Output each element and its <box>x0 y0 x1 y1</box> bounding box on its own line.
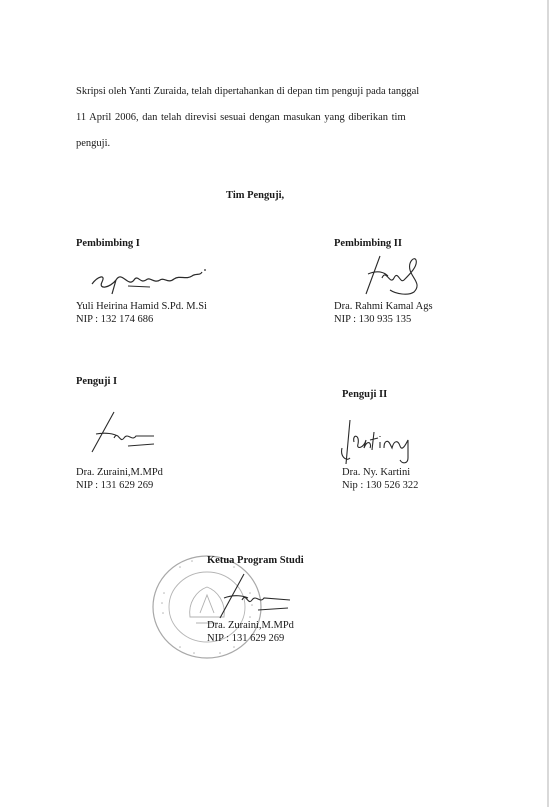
ketua-signature <box>214 570 294 620</box>
penguji-2-role: Penguji II <box>342 389 388 400</box>
penguji-1-nip: NIP : 131 629 269 <box>76 480 154 491</box>
intro-line-1: Skripsi oleh Yanti Zuraida, telah dipertahankan di depan tim penguji pada tanggal <box>76 86 420 97</box>
penguji-2-signature <box>338 418 428 466</box>
pembimbing-2-name: Dra. Rahmi Kamal Ags <box>334 301 433 312</box>
pembimbing-2-signature <box>360 252 430 298</box>
penguji-2-nip: Nip : 130 526 322 <box>342 480 419 491</box>
penguji-1-signature <box>88 410 158 456</box>
page-edge <box>547 0 549 807</box>
pembimbing-1-name: Yuli Heirina Hamid S.Pd. M.Si <box>76 301 207 312</box>
penguji-1-name: Dra. Zuraini,M.MPd <box>76 467 163 478</box>
pembimbing-1-signature <box>88 258 208 298</box>
ketua-name: Dra. Zuraini,M.MPd <box>207 620 294 631</box>
intro-line-3: penguji. <box>76 138 111 149</box>
pembimbing-1-nip: NIP : 132 174 686 <box>76 314 154 325</box>
penguji-1-role: Penguji I <box>76 376 118 387</box>
penguji-2-name: Dra. Ny. Kartini <box>342 467 411 478</box>
team-heading: Tim Penguji, <box>226 190 285 201</box>
ketua-nip: NIP : 131 629 269 <box>207 633 285 644</box>
ketua-role: Ketua Program Studi <box>207 555 304 566</box>
intro-line-2: 11 April 2006, dan telah direvisi sesuai dengan masukan yang diberikan tim <box>76 112 406 123</box>
pembimbing-1-role: Pembimbing I <box>76 238 140 249</box>
pembimbing-2-role: Pembimbing II <box>334 238 402 249</box>
pembimbing-2-nip: NIP : 130 935 135 <box>334 314 412 325</box>
